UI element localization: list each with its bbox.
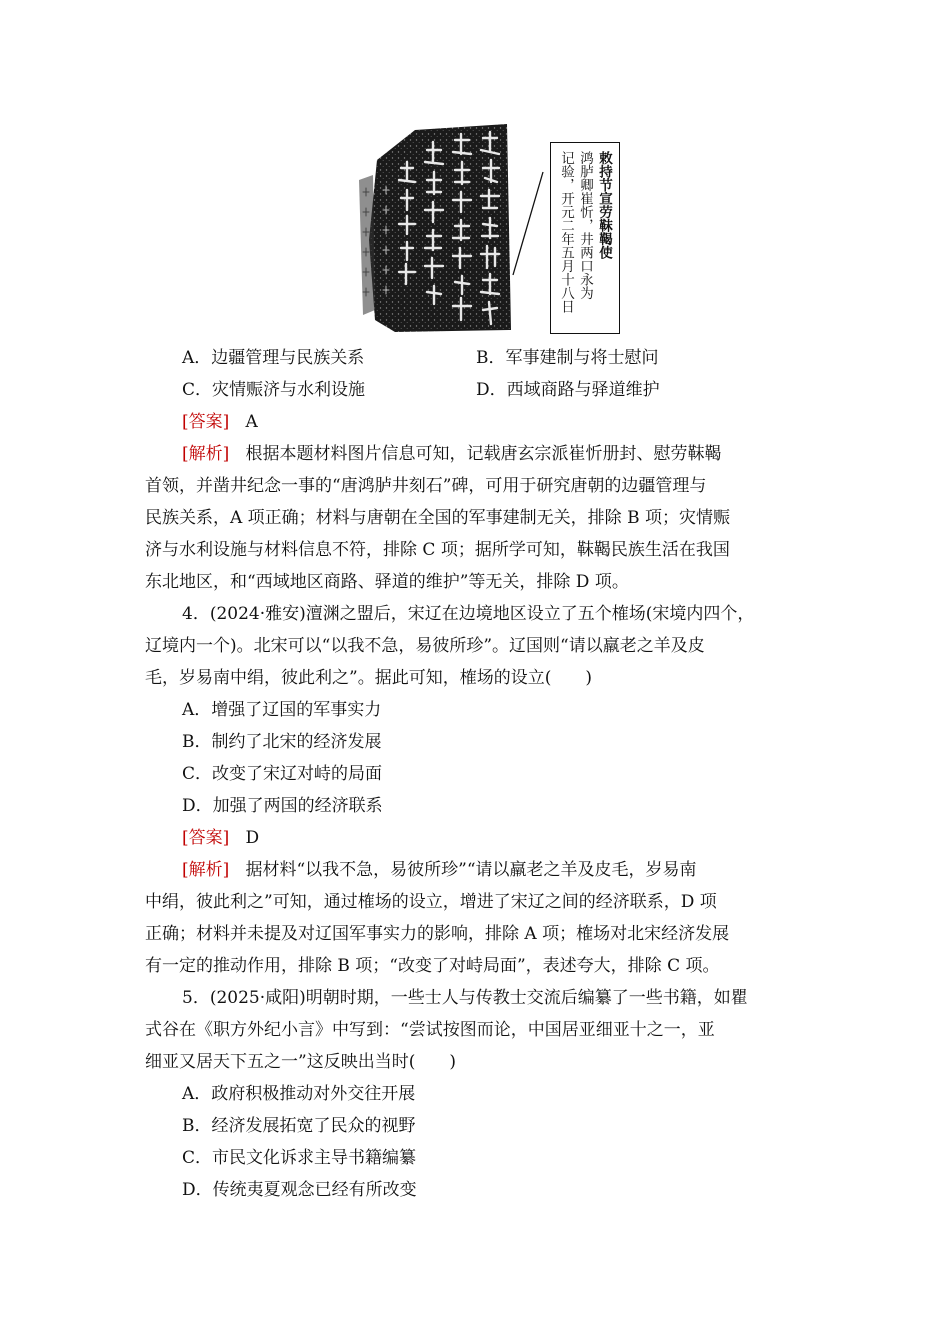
q3-answer (182, 412, 258, 432)
q5-option-c: C．市民文化诉求主导书籍编纂 (182, 1148, 417, 1168)
q4-analysis-line-1 (182, 860, 697, 880)
q4-option-d: D．加强了两国的经济联系 (182, 796, 383, 816)
q4-analysis-line-2: 中绢，彼此利之”可知，通过榷场的设立，增进了宋辽之间的经济联系，D 项 (145, 892, 717, 912)
q5-stem-line-1: 5．(2025·咸阳)明朝时期，一些士人与传教士交流后编纂了一些书籍，如瞿 (182, 988, 748, 1008)
q4-option-b: B．制约了北宋的经济发展 (182, 732, 382, 752)
q3-analysis-line-2: 首领，并凿井纪念一事的“唐鸿胪井刻石”碑，可用于研究唐朝的边疆管理与 (145, 476, 707, 496)
analysis-text: 根据本题材料图片信息可知，记载唐玄宗派崔忻册封、慰劳靺鞨 (245, 444, 722, 464)
q5-option-a: A．政府积极推动对外交往开展 (182, 1084, 416, 1104)
answer-tag: [答案] (182, 412, 230, 432)
q3-analysis-line-1 (182, 444, 721, 464)
q5-option-b: B．经济发展拓宽了民众的视野 (182, 1116, 416, 1136)
stele-figure (355, 120, 625, 340)
q4-analysis-line-4: 有一定的推动作用，排除 B 项；“改变了对峙局面”，表述夸大，排除 C 项。 (145, 956, 720, 976)
q3-analysis-line-4: 济与水利设施与材料信息不符，排除 C 项；据所学可知，靺鞨民族生活在我国 (145, 540, 730, 560)
q4-answer (182, 828, 259, 848)
q3-analysis-line-5: 东北地区，和“西域地区商路、驿道的维护”等无关，排除 D 项。 (145, 572, 629, 592)
q4-stem-line-2: 辽境内一个)。北宋可以“以我不急，易彼所珍”。辽国则“请以羸老之羊及皮 (145, 636, 705, 656)
answer-value: A (245, 412, 258, 432)
q3-option-a: A．边疆管理与民族关系 (182, 348, 365, 368)
q4-stem-line-3: 毛，岁易南中绢，彼此利之”。据此可知，榷场的设立( ) (145, 668, 592, 688)
answer-tag: [答案] (182, 828, 230, 848)
q5-stem-line-2: 式谷在《职方外纪小言》中写到：“尝试按图而论，中国居亚细亚十之一，亚 (145, 1020, 715, 1040)
analysis-tag: [解析] (182, 444, 230, 464)
q3-option-d: D．西域商路与驿道维护 (476, 380, 660, 400)
transcription-line-3: 记验，开元二年五月十八日 (558, 151, 574, 313)
q4-option-a: A．增强了辽国的军事实力 (182, 700, 382, 720)
q4-option-c: C．改变了宋辽对峙的局面 (182, 764, 383, 784)
q5-option-d: D．传统夷夏观念已经有所改变 (182, 1180, 417, 1200)
transcription-line-1: 敕持节宣劳靺鞨使 (596, 151, 612, 259)
q4-stem-line-1: 4．(2024·雅安)澶渊之盟后，宋辽在边境地区设立了五个榷场(宋境内四个， (182, 604, 755, 624)
q5-stem-line-3: 细亚又居天下五之一”这反映出当时( ) (145, 1052, 456, 1072)
q3-option-c: C．灾情赈济与水利设施 (182, 380, 366, 400)
q4-analysis-line-3: 正确；材料并未提及对辽国军事实力的影响，排除 A 项；榷场对北宋经济发展 (145, 924, 730, 944)
answer-value: D (245, 828, 260, 848)
analysis-tag: [解析] (182, 860, 230, 880)
q3-option-b: B．军事建制与将士慰问 (476, 348, 659, 368)
transcription-box (550, 142, 620, 334)
transcription-line-2: 鸿胪卿崔忻，井两口永为 (577, 151, 593, 300)
analysis-text: 据材料“以我不急，易彼所珍”“请以羸老之羊及皮毛，岁易南 (245, 860, 697, 880)
q3-analysis-line-3: 民族关系，A 项正确；材料与唐朝在全国的军事建制无关，排除 B 项；灾情赈 (145, 508, 730, 528)
